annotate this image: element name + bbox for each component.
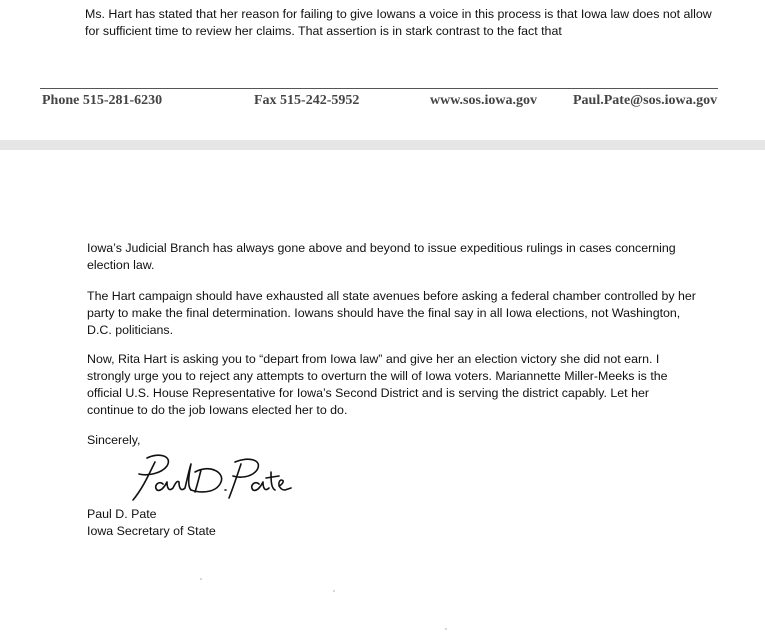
- signer-name: Paul D. Pate: [87, 507, 157, 521]
- footer-email: Paul.Pate@sos.iowa.gov: [573, 93, 718, 108]
- closing: Sincerely,: [87, 433, 141, 447]
- continuation-text: Ms. Hart has stated that her reason for failing to give Iowans a voice in this process is that Iowa law does not allow for sufficient time to review her claims. That assertion is in stark contrast to the fact that: [85, 7, 712, 38]
- page-separator: [0, 140, 765, 150]
- footer-fax: Fax 515-242-5952: [254, 93, 360, 108]
- footer-phone: Phone 515-281-6230: [42, 93, 163, 108]
- signer-title: Iowa Secretary of State: [87, 524, 216, 538]
- scan-speck: [333, 590, 335, 592]
- scan-speck: [445, 628, 447, 630]
- scan-speck: [200, 578, 202, 580]
- paragraph-campaign: The Hart campaign should have exhausted all state avenues before asking a federal chamber controlled by her party to make the final determination. Iowans should have the final say in all Iowa elections, not Washington, D.C. politicians.: [87, 289, 696, 337]
- footer-divider: [40, 88, 718, 89]
- footer-website: www.sos.iowa.gov: [430, 93, 537, 108]
- paragraph-request: Now, Rita Hart is asking you to “depart from Iowa law” and give her an election victory she did not earn. I strongly urge you to reject any attempts to overturn the will of Iowa voters. Mariannette Miller-Meeks is the official U.S. House Representative for Iowa’s Second District and is serving the district capably. Let her continue to do the job Iowans elected her to do.: [87, 352, 668, 417]
- paragraph-judicial: Iowa’s Judicial Branch has always gone above and beyond to issue expeditious rulings in cases concerning election law.: [87, 241, 676, 272]
- previous-page: [0, 0, 765, 140]
- signature-image: [125, 450, 295, 512]
